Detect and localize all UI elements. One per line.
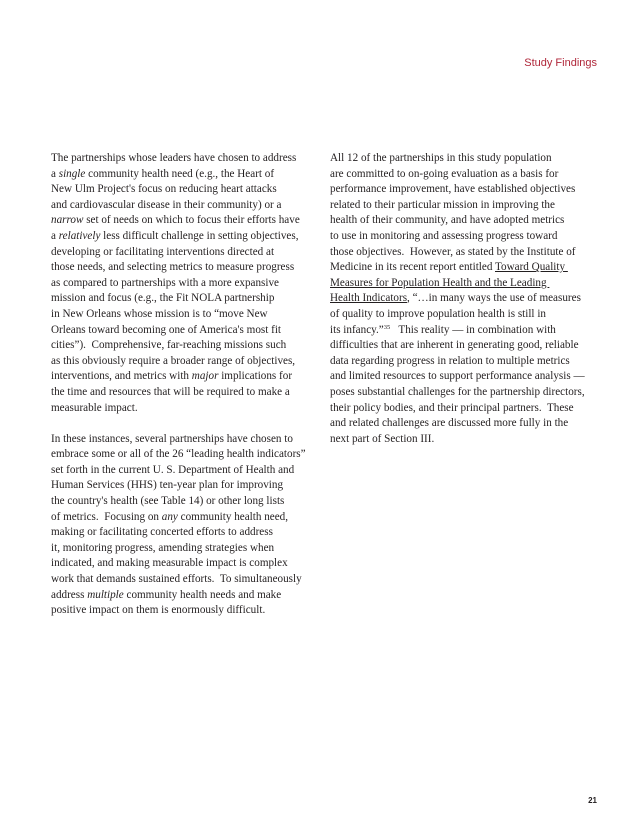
- text-run: implications for: [218, 370, 293, 383]
- text-run: data regarding progress in relation to multiple metrics: [330, 354, 570, 367]
- emphasized-text: single: [58, 167, 86, 180]
- text-run: community health need,: [177, 510, 289, 523]
- text-line: [51, 369, 317, 385]
- text-line: [51, 385, 317, 401]
- text-line: [330, 338, 598, 354]
- text-line: [51, 556, 317, 572]
- text-run: community health needs and make: [123, 588, 282, 601]
- text-line: [51, 245, 317, 261]
- text-run: cities”). Comprehensive, far-reaching missions such: [51, 339, 287, 352]
- text-run: This reality — in combination with: [390, 323, 556, 336]
- text-line: [51, 603, 317, 619]
- text-line: [330, 260, 598, 276]
- text-line: [330, 276, 598, 292]
- text-line: [330, 213, 598, 229]
- text-line: [51, 167, 317, 183]
- text-run: difficulties that are inherent in generating good, reliable: [330, 339, 579, 352]
- text-run: measurable impact.: [51, 401, 138, 414]
- text-line: [330, 401, 598, 417]
- text-run: indicated, and making measurable impact is complex: [51, 557, 288, 570]
- text-run: of metrics. Focusing on: [51, 510, 162, 523]
- text-run: community health need (e.g., the Heart of: [85, 167, 275, 180]
- text-run: less difficult challenge in setting objectives,: [100, 229, 299, 242]
- text-run: , “…in many ways the use of measures: [407, 292, 581, 305]
- right-column-text: [330, 151, 598, 447]
- text-line: [51, 276, 317, 292]
- text-line: [330, 167, 598, 183]
- text-line: [51, 213, 317, 229]
- text-run: making or facilitating concerted efforts to address: [51, 526, 273, 539]
- text-line: [51, 291, 317, 307]
- text-run: are committed to on-going evaluation as a basis for: [330, 167, 559, 180]
- text-run: those objectives. However, as stated by the Institute of: [330, 245, 576, 258]
- text-line: [330, 307, 598, 323]
- text-run: address: [51, 588, 88, 601]
- text-run: work that demands sustained efforts. To simultaneously: [51, 573, 302, 586]
- text-run: as compared to partnerships with a more expansive: [51, 276, 280, 289]
- text-line: [51, 182, 317, 198]
- text-line: [51, 494, 317, 510]
- text-run: their policy bodies, and their principal partners. These: [330, 401, 574, 414]
- text-run: performance improvement, have established objectives: [330, 183, 576, 196]
- emphasized-text: relatively: [58, 229, 101, 242]
- text-line: [51, 151, 317, 167]
- text-run: poses substantial challenges for the partnership directors,: [330, 385, 585, 398]
- text-run: it, monitoring progress, amending strategies when: [51, 541, 275, 554]
- footnote-marker: 35: [383, 323, 391, 331]
- text-line: [330, 151, 598, 167]
- text-run: as this obviously require a broader range of objectives,: [51, 354, 296, 367]
- emphasized-text: major: [191, 370, 219, 383]
- text-line: [51, 510, 317, 526]
- text-line: [51, 307, 317, 323]
- text-run: in New Orleans whose mission is to “move New: [51, 307, 268, 320]
- emphasized-text: any: [161, 510, 178, 523]
- section-header: Study Findings: [524, 57, 597, 69]
- text-run: its infancy.”: [330, 323, 384, 336]
- text-line: [330, 291, 598, 307]
- text-line: [51, 525, 317, 541]
- text-line: [330, 245, 598, 261]
- text-run: set forth in the current U. S. Department of Health and: [51, 463, 295, 476]
- text-run: next part of Section III.: [330, 432, 435, 445]
- text-run: interventions, and metrics with: [51, 370, 192, 383]
- text-line: [51, 432, 317, 448]
- text-line: [330, 432, 598, 448]
- text-run: and cardiovascular disease in their community) or a: [51, 198, 282, 211]
- text-run: and limited resources to support performance analysis —: [330, 370, 585, 383]
- text-line: [330, 354, 598, 370]
- text-run: Human Services (HHS) ten-year plan for improving: [51, 479, 284, 492]
- text-line: [51, 401, 317, 417]
- text-line: [51, 260, 317, 276]
- text-run: positive impact on them is enormously difficult.: [51, 604, 266, 617]
- text-line: [51, 198, 317, 214]
- text-run: those needs, and selecting metrics to measure progress: [51, 261, 295, 274]
- text-line: [51, 323, 317, 339]
- text-run: embrace some or all of the 26 “leading health indicators”: [51, 448, 306, 461]
- text-line: [51, 447, 317, 463]
- text-line: [330, 182, 598, 198]
- report-title-text: Toward Quality: [495, 261, 568, 274]
- left-column-text: [51, 151, 317, 619]
- report-title-text: Health Indicators: [330, 292, 408, 305]
- text-line: [51, 541, 317, 557]
- emphasized-text: narrow: [51, 214, 84, 227]
- text-run: mission and focus (e.g., the Fit NOLA partnership: [51, 292, 275, 305]
- text-line: [330, 369, 598, 385]
- text-line: [51, 572, 317, 588]
- text-run: of quality to improve population health is still in: [330, 307, 546, 320]
- text-run: health of their community, and have adopted metrics: [330, 214, 565, 227]
- text-run: to use in monitoring and assessing progress toward: [330, 229, 558, 242]
- text-line: [330, 198, 598, 214]
- text-line: [51, 354, 317, 370]
- text-run: The partnerships whose leaders have chosen to address: [51, 152, 297, 164]
- text-line: [330, 229, 598, 245]
- emphasized-text: multiple: [87, 588, 124, 601]
- text-run: Medicine in its recent report entitled: [330, 261, 495, 274]
- text-line: [51, 416, 317, 432]
- text-line: [51, 229, 317, 245]
- report-title-text: Measures for Population Health and the Leading: [330, 276, 550, 289]
- text-run: set of needs on which to focus their efforts have: [83, 214, 300, 227]
- text-run: developing or facilitating interventions directed at: [51, 245, 275, 258]
- text-line: [330, 385, 598, 401]
- text-run: the country's health (see Table 14) or other long lists: [51, 495, 285, 508]
- text-run: related to their particular mission in improving the: [330, 198, 555, 211]
- text-run: All 12 of the partnerships in this study population: [330, 152, 552, 164]
- text-line: [330, 323, 598, 339]
- text-run: a: [51, 229, 59, 242]
- text-line: [51, 338, 317, 354]
- text-run: In these instances, several partnerships have chosen to: [51, 432, 293, 445]
- text-run: and related challenges are discussed more fully in the: [330, 417, 569, 430]
- text-run: a: [51, 167, 59, 180]
- text-run: New Ulm Project's focus on reducing heart attacks: [51, 183, 277, 196]
- text-line: [51, 463, 317, 479]
- text-line: [330, 416, 598, 432]
- text-line: [51, 478, 317, 494]
- text-line: [51, 588, 317, 604]
- page-number: 21: [588, 796, 597, 805]
- text-run: the time and resources that will be required to make a: [51, 385, 290, 398]
- text-run: Orleans toward becoming one of America's most fit: [51, 323, 282, 336]
